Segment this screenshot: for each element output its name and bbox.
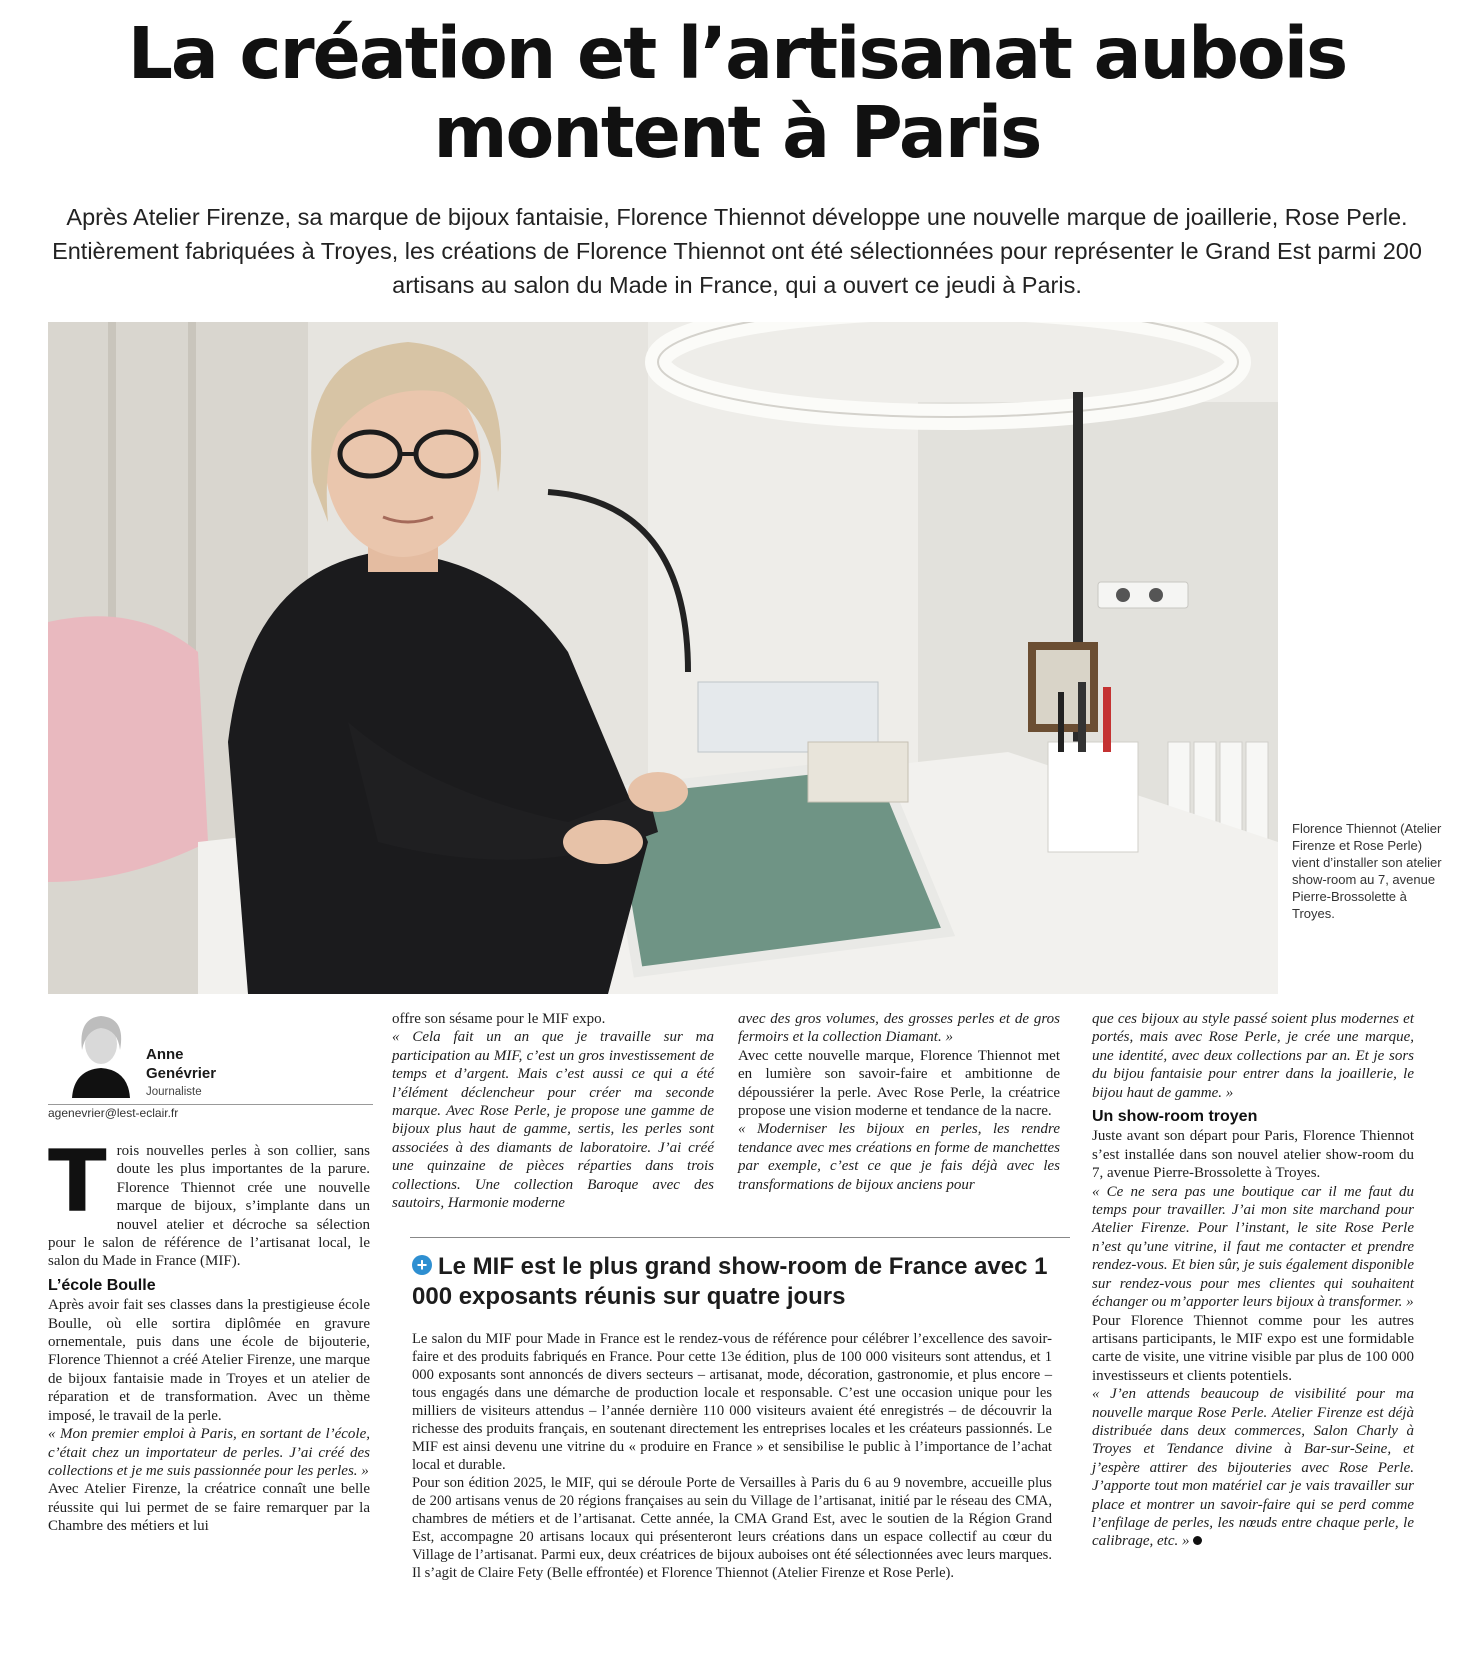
author-avatar [64, 1010, 138, 1098]
col1-quote-1: « Mon premier emploi à Paris, en sortant de l’école, c’était chez un importateur de perles. J’ai créé des collections et je me suis passionnée pour les perles. » [48, 1426, 370, 1479]
col4-quote-3 [1092, 1385, 1414, 1551]
subhead-ecole-boulle: L’école Boulle [48, 1276, 156, 1294]
col3-quote-1: avec des gros volumes, des grosses perles et de gros fermoirs et la collection Diamant. » [738, 1011, 1060, 1046]
col4-quote-2: « Ce ne sera pas une boutique car il me faut du temps pour travailler. J’ai mon site marchand pour Atelier Firenze. Pour l’instant, le site Rose Perle n’est qu’une vitrine, il faut me contacter et prendre rendez-vous. Et bien sûr, je suis également disponible sur rendez-vous pour mes clientes qui souhaitent échanger ou m’apporter leurs bijoux à transformer. » [1092, 1183, 1414, 1311]
byline-rule [48, 1104, 373, 1105]
col1-paragraph-2: Avec Atelier Firenze, la créatrice connaît une belle réussite qui lui permet de se faire remarquer par la Chambre des métiers et lui [48, 1481, 370, 1535]
subhead-show-room: Un show-room troyen [1092, 1108, 1258, 1126]
col4-paragraph-1: Juste avant son départ pour Paris, Florence Thiennot s’est installée dans son nouvel atelier show-room du 7, avenue Pierre-Brossolette à Troyes. [1092, 1128, 1414, 1182]
article-column-4 [1092, 1010, 1414, 1551]
col1-paragraph-1: Après avoir fait ses classes dans la prestigieuse école Boulle, où elle sortira diplômée en gravure ornementale, puis dans une école de bijouterie, Florence Thiennot a créé Atelier Firenze, une marque de bijoux fantaisie made in Troyes et un atelier de réparation et de transformation. Avec un thème imposé, le travail de la perle. [48, 1297, 370, 1424]
plus-icon: + [412, 1255, 432, 1275]
box-rule [410, 1237, 1070, 1238]
article-column-1 [48, 1132, 370, 1536]
col2-paragraph-1: offre son sésame pour le MIF expo. [392, 1011, 606, 1027]
headline [0, 14, 1474, 172]
author-name [146, 1045, 216, 1083]
col4-paragraph-2: Pour Florence Thiennot comme pour les autres artisans participants, le MIF expo est une formidable carte de visite, une vitrine visible par plus de 100 000 investisseurs et clients potentiels. [1092, 1312, 1414, 1384]
col3-paragraph-1: Avec cette nouvelle marque, Florence Thiennot met en lumière son savoir-faire et ambitionne de dépoussiérer la perle. Avec Rose Perle, la créatrice propose une vision moderne et tendance de la nacre. [738, 1047, 1060, 1120]
author-first-name: Anne [146, 1046, 184, 1063]
dropcap: T [48, 1132, 107, 1232]
end-of-article-mark [1193, 1536, 1202, 1545]
chapo: Après Atelier Firenze, sa marque de bijoux fantaisie, Florence Thiennot développe une nouvelle marque de joaillerie, Rose Perle. Entièrement fabriquées à Troyes, les créations de Florence Thiennot ont été sélectionnées pour représenter le Grand Est parmi 200 artisans au salon du Made in France, qui a ouvert ce jeudi à Paris. [52, 204, 1422, 298]
article-column-3 [738, 1010, 1060, 1194]
article-column-2 [392, 1010, 714, 1212]
main-photo [48, 322, 1278, 994]
author-email[interactable]: agenevrier@lest-eclair.fr [48, 1106, 179, 1120]
col4-quote-1: que ces bijoux au style passé soient plus modernes et portés, mais avec Rose Perle, je crée une marque, une identité, avec deux collections par an. Et je sors du bijou fantaisie pour entrer dans la joaillerie, le bijou haut de gamme. » [1092, 1011, 1414, 1101]
box-text [412, 1330, 1052, 1582]
author-last-name: Genévrier [146, 1065, 217, 1082]
col3-quote-2: « Moderniser les bijoux en perles, les rendre tendance avec mes créations en forme de manchettes par exemple, c’est ce que je fais déjà avec les transformations de bijoux anciens pour [738, 1121, 1060, 1193]
box-paragraph-2: Pour son édition 2025, le MIF, qui se déroule Porte de Versailles à Paris du 6 au 9 novembre, accueille plus de 200 artisans venus de 20 régions françaises au sein du Village de l’artisanat, initié par le réseau des CMA, chambres de métiers et de l’artisanat. Cette année, la CMA Grand Est, avec le soutien de la Région Grand Est, accompagne 20 artisans locaux qui présenteront leurs créations dans un espace collectif au cœur du Village de l’artisanat. Parmi eux, deux créatrices de bijoux auboises ont été sélectionnées avec leurs marques. Il s’agit de Claire Fety (Belle effrontée) et Florence Thiennot (Atelier Firenze et Rose Perle). [412, 1475, 1052, 1581]
author-role: Journaliste [146, 1086, 202, 1098]
box-title-text: Le MIF est le plus grand show-room de France avec 1 000 exposants réunis sur quatre jours [412, 1253, 1048, 1310]
photo-caption: Florence Thiennot (Atelier Firenze et Rose Perle) vient d’installer son atelier show-room au 7, avenue Pierre-Brossolette à Troyes. [1292, 821, 1442, 921]
lead-paragraph [48, 1132, 370, 1271]
lead-text: rois nouvelles perles à son collier, sans doute les plus importantes de la parure. Florence Thiennot crée une nouvelle marque de bijoux, s’implante dans un nouvel atelier et décroche sa sélection pour le salon de référence de l’artisanat local, le salon du Made in France (MIF). [48, 1143, 370, 1270]
box-paragraph-1: Le salon du MIF pour Made in France est le rendez-vous de référence pour célébrer l’excellence des savoir-faire et des produits fabriqués en France. Pour cette 13e édition, plus de 100 000 visiteurs sont attendus, et 1 000 exposants sont annoncés de divers secteurs – artisanat, mode, décoration, gastronomie, et plus encore – tous engagés dans une démarche de production locale et responsable. C’est une occasion unique pour les milliers de visiteurs attendus – l’année dernière 110 000 visiteurs avaient été enregistrés – de découvrir la richesse des produits français, en soutenant directement les entreprises locales et les créateurs passionnés. Le MIF est ainsi devenu une vitrine du « produire en France » et sensibilise le public à l’importance de l’achat local et durable. [412, 1331, 1052, 1473]
headline-line-1: La création et l’artisanat aubois [127, 12, 1347, 95]
headline-line-2: montent à Paris [433, 91, 1041, 174]
col4-quote-3-text: « J’en attends beaucoup de visibilité pour ma nouvelle marque Rose Perle. Atelier Firenze est déjà distribuée dans deux commerces, Salon Charly à Troyes et Tendance divine à Bar-sur-Seine, et j’espère attirer des bijouteries avec Rose Perle. J’apporte tout mon matériel car je vais travailler sur place et montrer un savoir-faire qui se perd comme l’enfilage de perles, les nœuds entre chaque perle, le calibrage, etc. » [1092, 1386, 1414, 1550]
byline [48, 1010, 373, 1105]
col2-quote-1: « Cela fait un an que je travaille sur ma participation au MIF, c’est un gros investissement de temps et d’argent. Mais c’est aussi ce qui a été l’élément déclencheur pour créer ma seconde marque. Avec Rose Perle, je propose une gamme de bijoux plus haut de gamme, sertis, les perles sont associées à des diamants de laboratoire. J’ai créé une quinzaine de pièces réparties dans trois collections. Une collection Baroque avec des sautoirs, Harmonie moderne [392, 1029, 714, 1212]
box-title [412, 1252, 1072, 1312]
photo-illustration [48, 322, 1278, 994]
